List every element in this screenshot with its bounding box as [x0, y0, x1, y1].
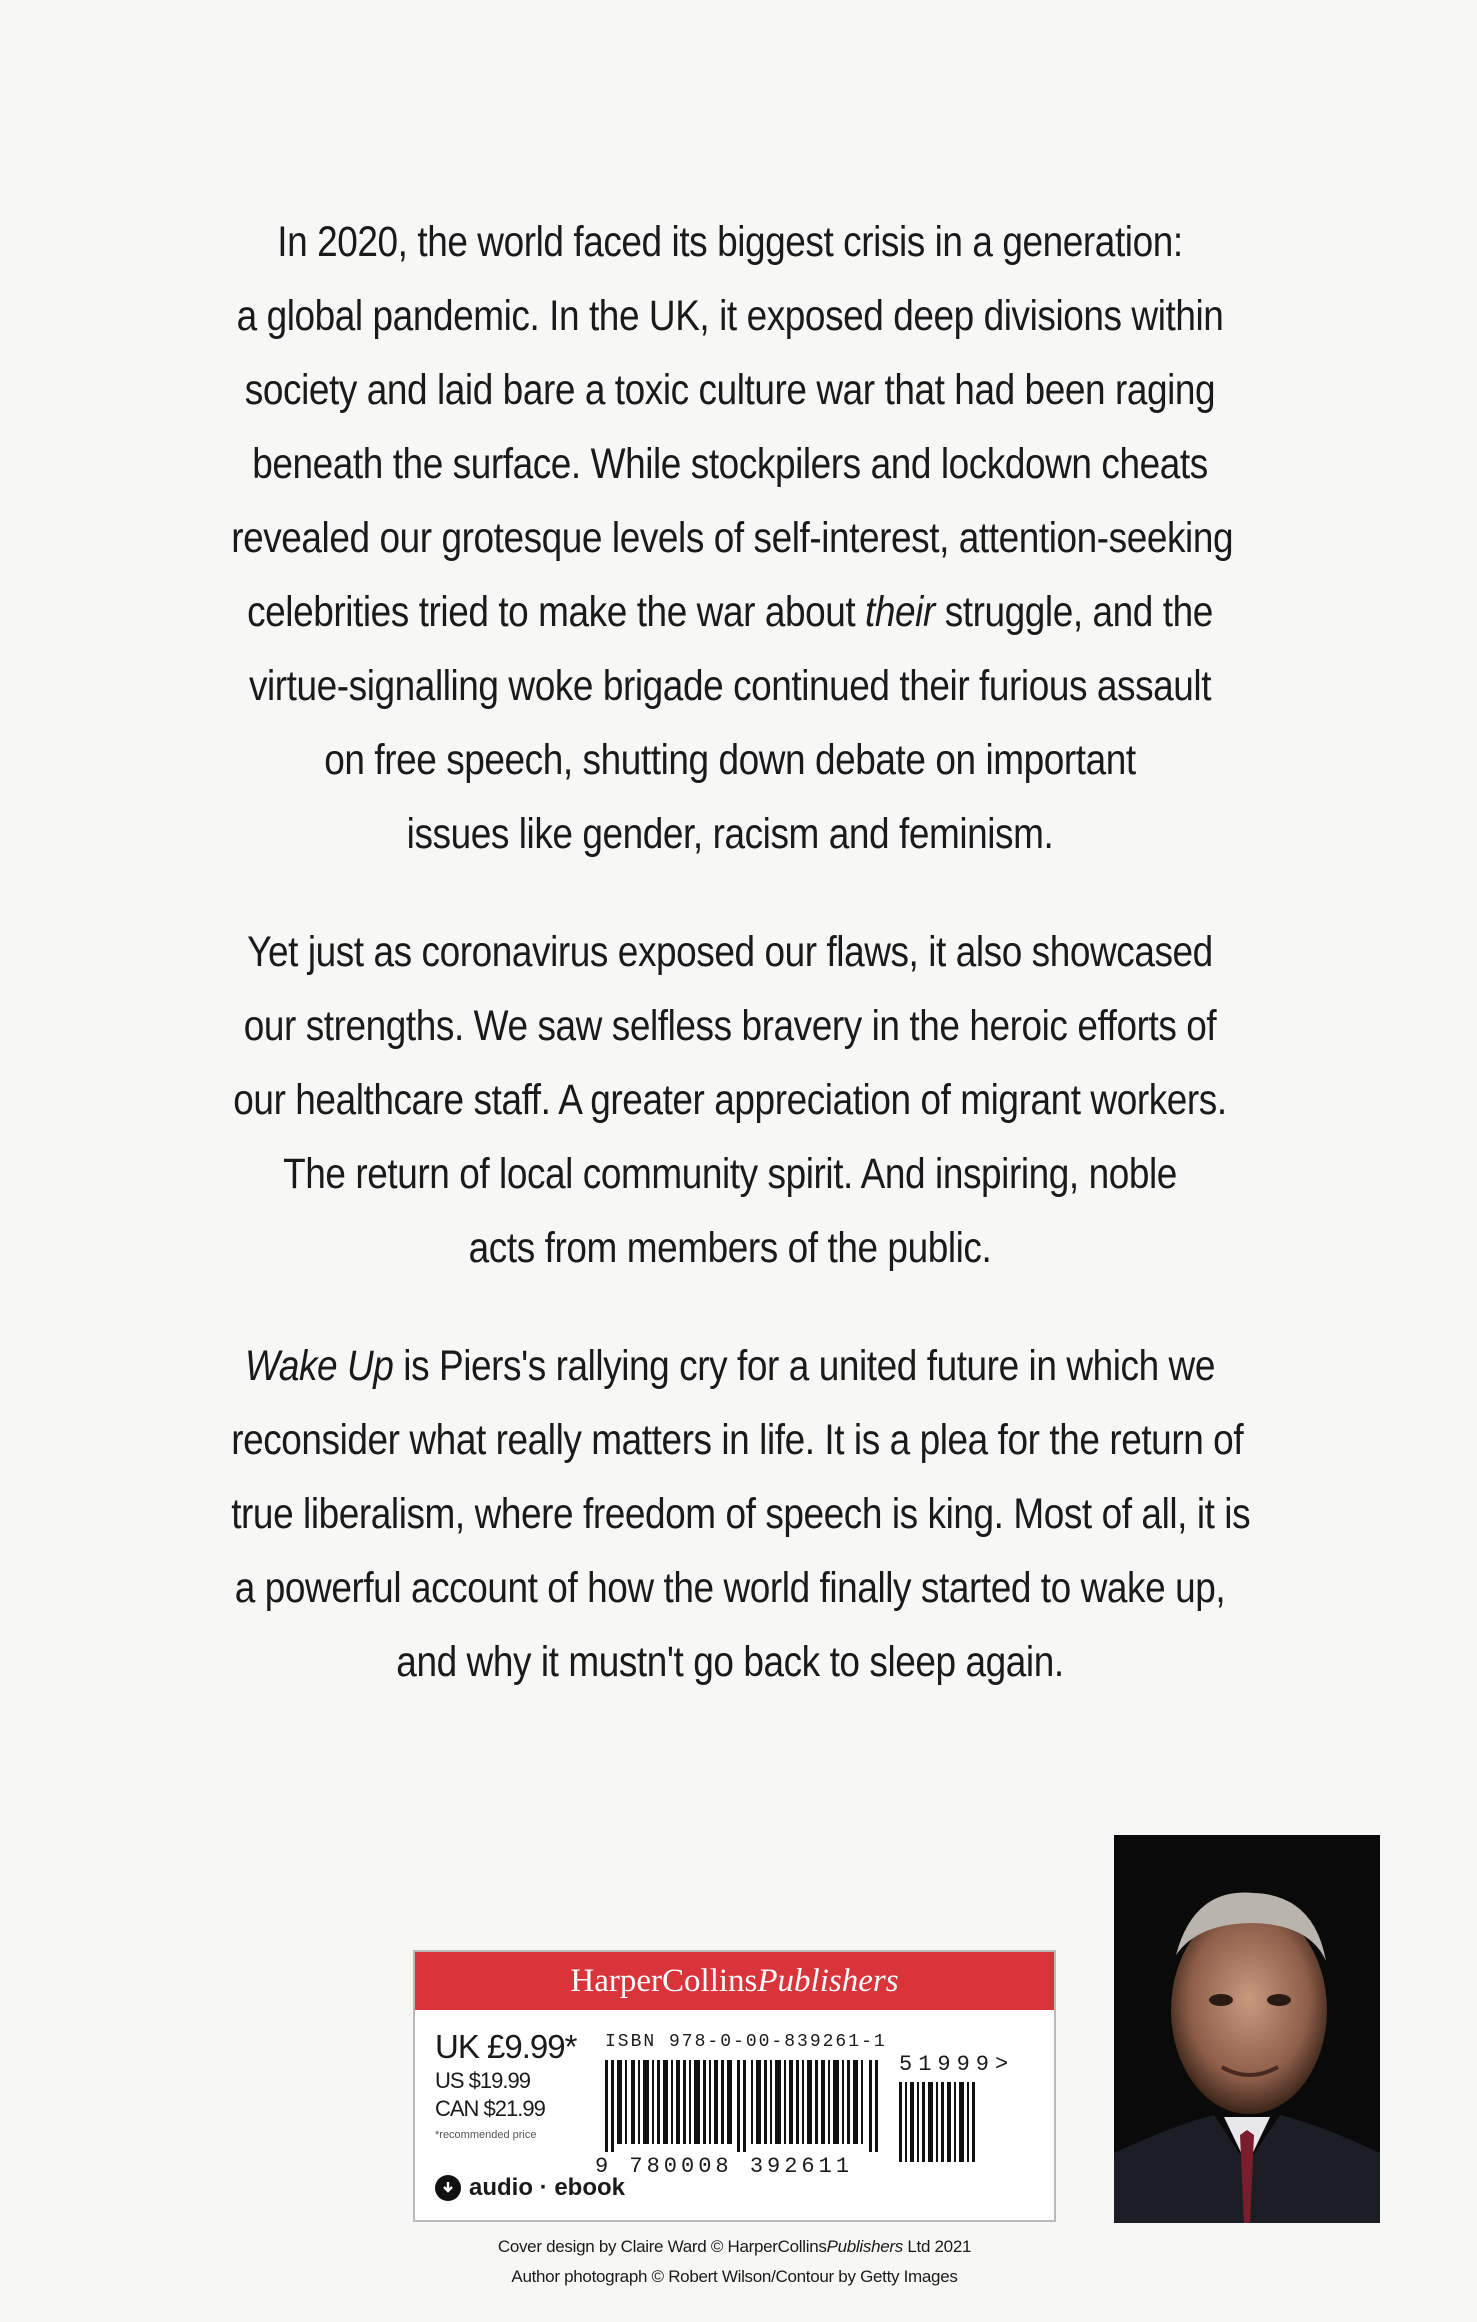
blurb-line [231, 1329, 1229, 1403]
price-us: US $19.99 [435, 2068, 530, 2093]
book-title-text: Wake Up [245, 1342, 394, 1390]
blurb-line [231, 575, 1229, 649]
blurb-line: beneath the surface. While stockpilers and lockdown cheats [252, 440, 1208, 488]
addon-digits: 51999> [899, 2052, 1015, 2077]
blurb-line: and why it mustn't go back to sleep again. [396, 1638, 1064, 1686]
publisher-banner [415, 1952, 1054, 2010]
blurb-line: revealed our grotesque levels of self-interest, attention-seeking [231, 514, 1234, 562]
author-photo [1114, 1835, 1380, 2223]
credits [413, 2232, 1056, 2292]
blurb-line: Yet just as coronavirus exposed our flaws, it also showcased [247, 928, 1213, 976]
blurb-line: true liberalism, where freedom of speech is king. Most of all, it is [231, 1490, 1251, 1538]
price-uk: UK £9.99* [435, 2028, 577, 2065]
back-cover-blurb [231, 205, 1251, 1743]
price-can: CAN $21.99 [435, 2096, 545, 2121]
author-portrait-icon [1114, 1835, 1380, 2223]
blurb-line: a global pandemic. In the UK, it exposed deep divisions within [236, 292, 1224, 340]
credit-text: Ltd 2021 [902, 2237, 972, 2256]
blurb-line: virtue-signalling woke brigade continued their furious assault [248, 662, 1212, 710]
formats-line [435, 2174, 625, 2202]
credit-italic: Publishers [826, 2237, 903, 2256]
blurb-paragraph-1 [231, 205, 1234, 871]
download-icon [435, 2175, 461, 2201]
blurb-text: struggle, and the [944, 588, 1213, 636]
emphasis-text: their [865, 588, 935, 636]
price-addon-barcode-icon [899, 2082, 979, 2162]
blurb-line: acts from members of the public. [468, 1224, 992, 1272]
barcode-digits: 9 780008 392611 [595, 2154, 854, 2179]
blurb-line: a powerful account of how the world finally started to wake up, [234, 1564, 1226, 1612]
cover-design-credit [413, 2232, 1056, 2262]
publisher-name: HarperCollins [570, 1963, 758, 1999]
blurb-line: our healthcare staff. A greater appreciation of migrant workers. [233, 1076, 1227, 1124]
isbn-barcode-icon [605, 2060, 885, 2152]
publisher-name-italic: Publishers [757, 1963, 899, 1999]
photo-credit: Author photograph © Robert Wilson/Contour by Getty Images [511, 2267, 958, 2286]
price-note: *recommended price [435, 2129, 537, 2141]
addon-number: 51999 [899, 2052, 996, 2077]
blurb-text: is Piers's rallying cry for a united future in which we [403, 1342, 1215, 1390]
price-barcode-label [413, 1950, 1056, 2222]
blurb-text: celebrities tried to make the war about [247, 588, 856, 636]
blurb-line: The return of local community spirit. And inspiring, noble [283, 1150, 1177, 1198]
credit-text: Cover design by Claire Ward © HarperCollins [497, 2237, 827, 2256]
blurb-line: issues like gender, racism and feminism. [406, 810, 1054, 858]
blurb-line: society and laid bare a toxic culture war that had been raging [244, 366, 1216, 414]
price-block [435, 2027, 576, 2141]
blurb-paragraph-3 [231, 1329, 1251, 1699]
blurb-line: our strengths. We saw selfless bravery in the heroic efforts of [243, 1002, 1217, 1050]
blurb-line: reconsider what really matters in life. It is a plea for the return of [231, 1416, 1244, 1464]
formats-text: audio · ebook [469, 2174, 625, 2201]
blurb-paragraph-2 [231, 915, 1229, 1285]
blurb-line: In 2020, the world faced its biggest crisis in a generation: [277, 218, 1183, 266]
isbn-number: ISBN 978-0-00-839261-1 [605, 2032, 887, 2052]
blurb-line: on free speech, shutting down debate on important [324, 736, 1136, 784]
